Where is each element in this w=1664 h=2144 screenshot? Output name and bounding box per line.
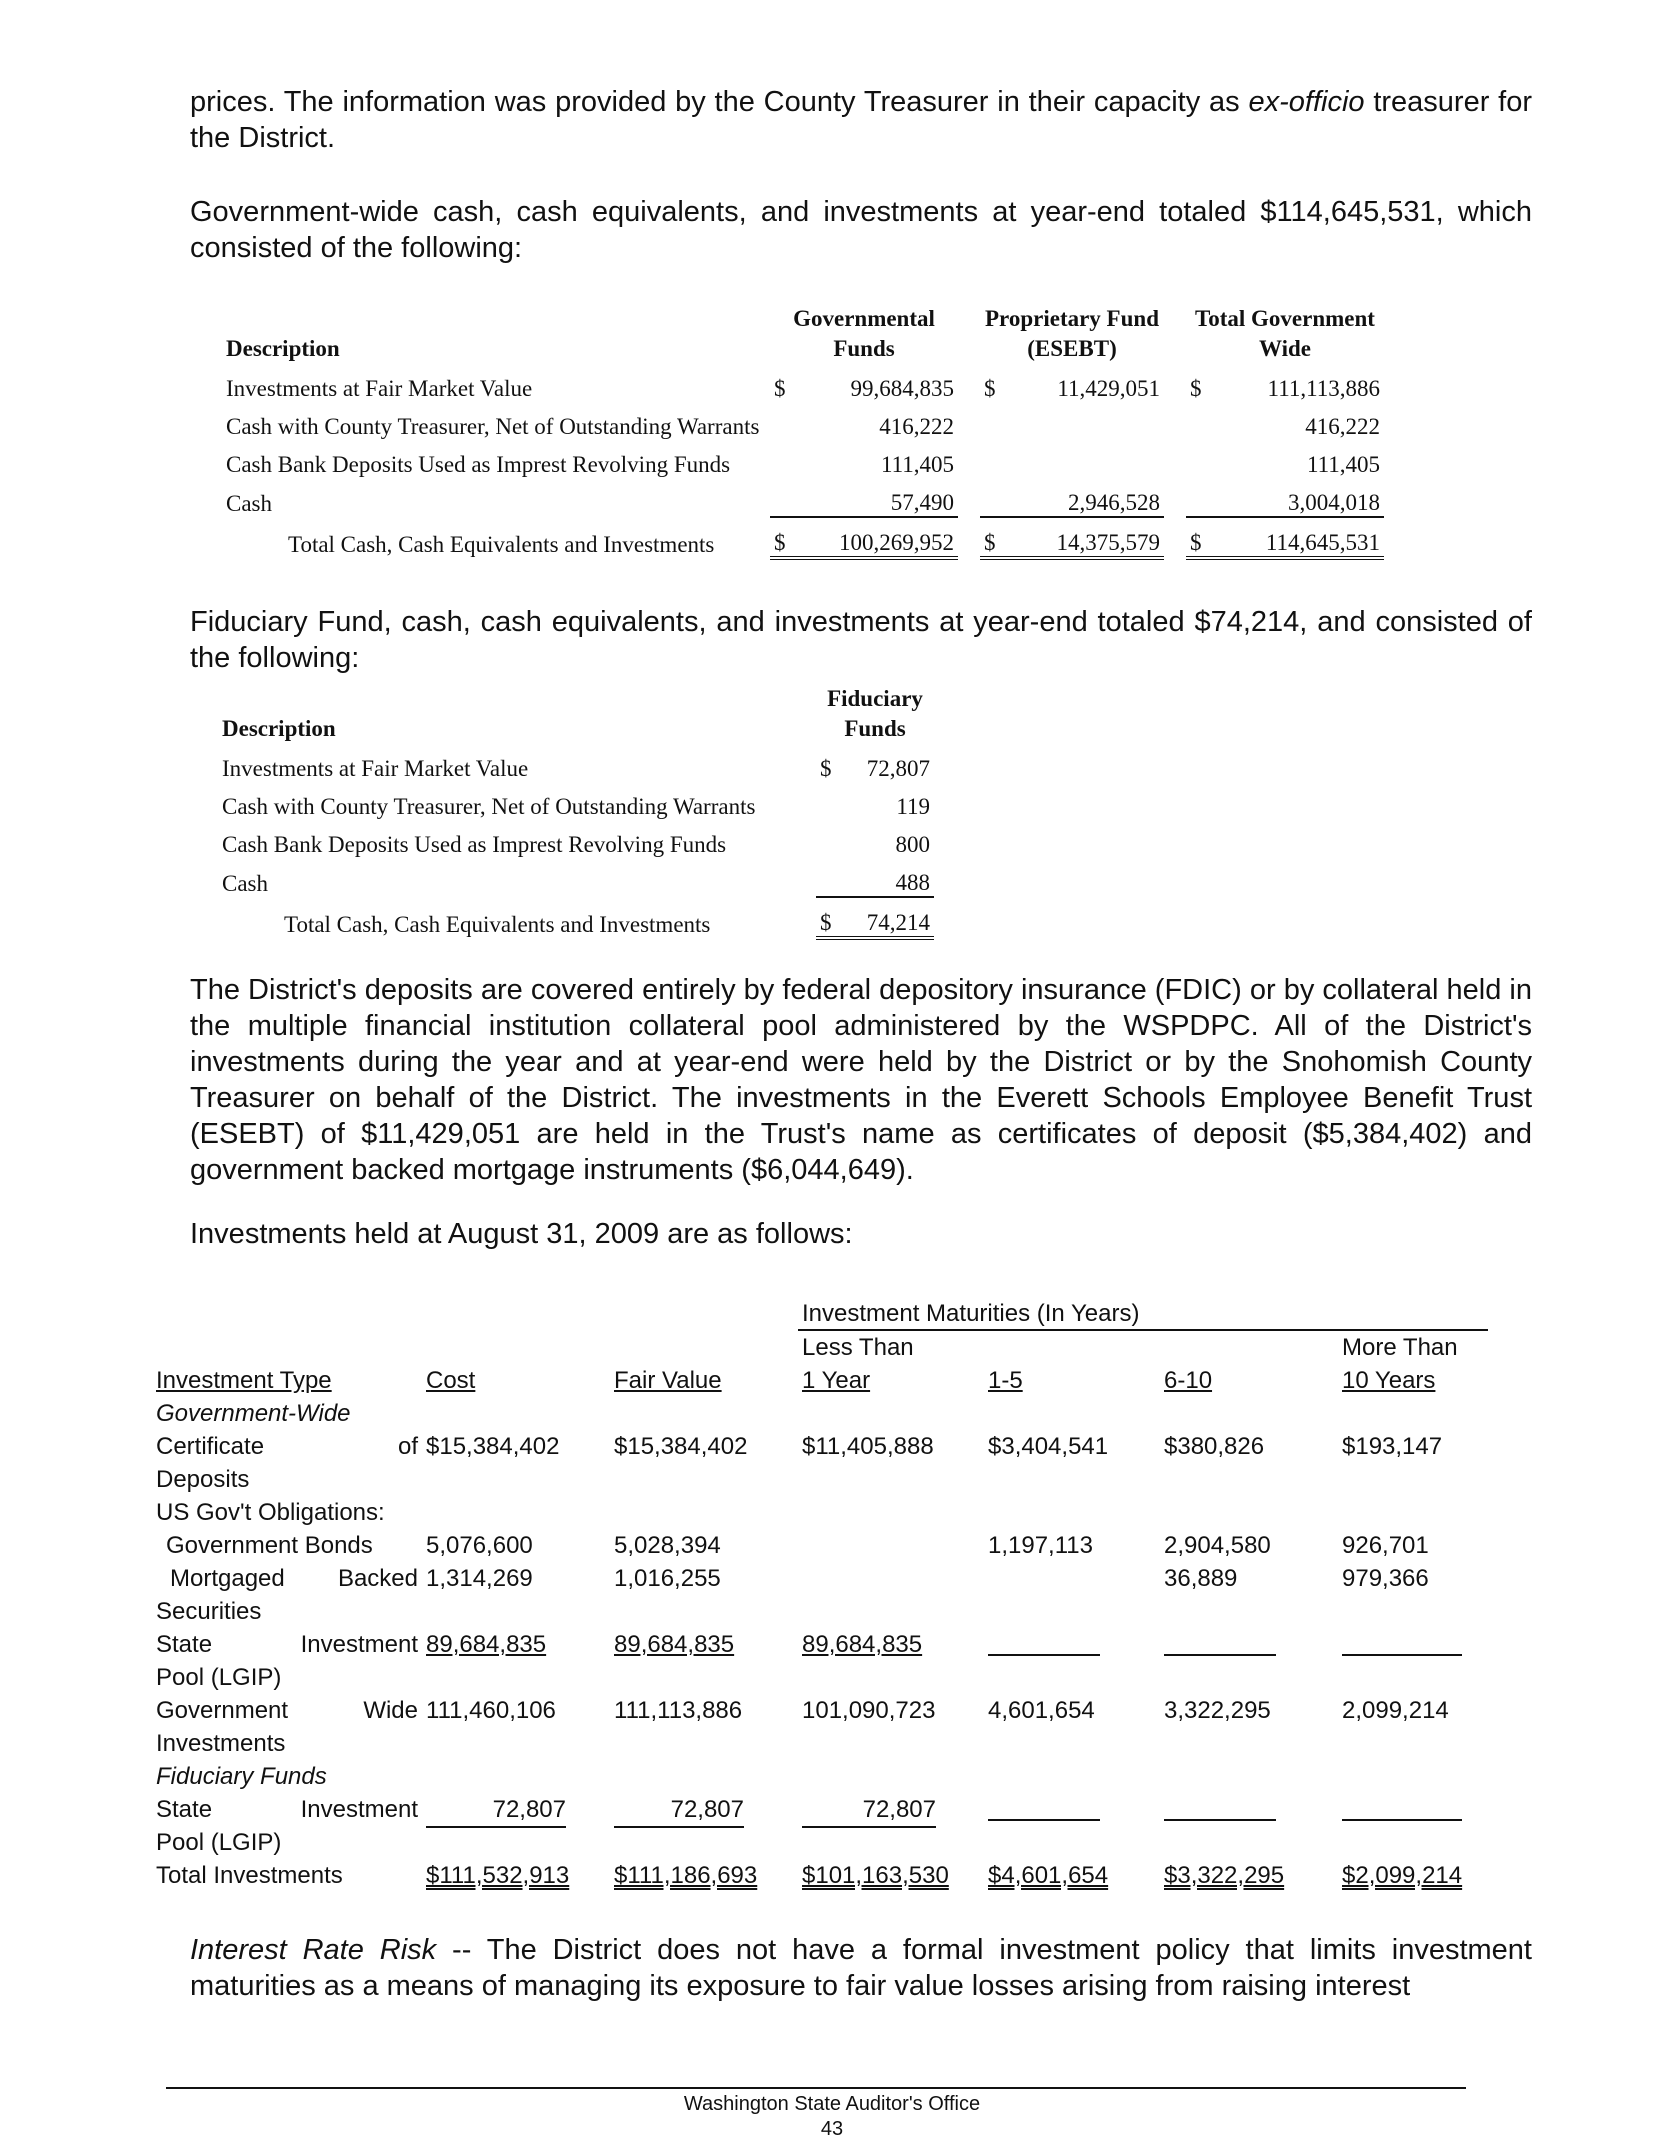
interest-rate-text: -- The District does not have a formal investment policy that limits investment maturities as a means of managing its exposure to fair value losses arising from raising interest (190, 1934, 1532, 2002)
table-row: Cash 57,490 2,946,528 3,004,018 (222, 478, 1384, 517)
blank-line (1164, 1793, 1276, 1821)
table-row: State Investment Pool (LGIP) 89,684,835 89,684,835 89,684,835 (152, 1628, 1488, 1694)
table-row: Cash Bank Deposits Used as Imprest Revolving Funds 111,405 111,405 (226, 452, 1380, 477)
intro-text: prices. The information was provided by the County Treasurer in their capacity as (190, 86, 1249, 118)
intro-paragraph (190, 84, 1532, 156)
fiduciary-intro: Fiduciary Fund, cash, cash equivalents, and investments at year-end totaled $74,214, and consisted of the following: (190, 606, 1532, 674)
deposits-paragraph: The District's deposits are covered entirely by federal depository insurance (FDIC) or by collateral held in the multiple financial institution collateral pool administered by the WSPDPC. All of the District's investments during the year and at year-end were held by the District or by the Snohomish County Treasurer on behalf of the District. The investments in the Everett Schools Employee Benefit Trust (ESEBT) of $11,429,051 are held in the Trust's name as certificates of deposit ($5,384,402) and government backed mortgage instruments ($6,044,649). (190, 974, 1532, 1186)
blank-line (1342, 1793, 1462, 1821)
header-less-than-1-year: Less Than 1 Year (802, 1334, 914, 1394)
header-investment-type: Investment Type (156, 1367, 332, 1394)
table-row: Government Bonds 5,076,600 5,028,394 1,197,113 2,904,580 926,701 (166, 1532, 1429, 1559)
table1-header-description: Description (226, 336, 340, 361)
blank-line (1342, 1628, 1462, 1656)
usgov-label-row: US Gov't Obligations: (156, 1499, 385, 1526)
header-fair-value: Fair Value (614, 1367, 722, 1394)
interest-rate-paragraph (190, 1932, 1532, 2004)
table-row: State Investment Pool (LGIP) 72,807 72,807 72,807 (152, 1793, 1488, 1859)
blank-line (988, 1793, 1100, 1821)
investments-header-row (152, 1330, 1488, 1397)
table-total-row: Total Cash, Cash Equivalents and Investments $ 74,214 (218, 897, 934, 938)
page-number: 43 (820, 2118, 844, 2140)
interest-rate-heading: Interest Rate Risk (190, 1934, 437, 1966)
footer-office: Washington State Auditor's Office (683, 2093, 981, 2115)
header-6-10: 6-10 (1164, 1367, 1213, 1394)
table1-header-total: Total Government Wide (1195, 306, 1375, 361)
investments-table (152, 1298, 1488, 1892)
table-subtotal-row: Government Wide Investments 111,460,106 111,113,886 101,090,723 4,601,654 3,322,295 2,099,214 (156, 1697, 1449, 1757)
table-total-row: Total Investments $111,532,913 $111,186,693 $101,163,530 $4,601,654 $3,322,295 $2,099,214 (156, 1862, 1463, 1889)
section-fiduciary: Fiduciary Funds (156, 1763, 327, 1790)
table-row: Certificate of Deposits $15,384,402 $15,384,402 $11,405,888 $3,404,541 $380,826 $193,147 (156, 1433, 1443, 1493)
table2-header-fiduciary: Fiduciary Funds (827, 686, 923, 741)
table-row: Cash with County Treasurer, Net of Outstanding Warrants 119 (222, 794, 930, 819)
header-1-5: 1-5 (988, 1367, 1023, 1394)
gov-wide-cash-table (222, 298, 1384, 560)
header-more-than-10-years: More Than 10 Years (1342, 1334, 1458, 1394)
maturities-header: Investment Maturities (In Years) (798, 1298, 1488, 1330)
section-gov-wide: Government-Wide (156, 1400, 351, 1427)
table2-header-row (218, 678, 934, 744)
blank-line (1164, 1628, 1276, 1656)
table1-header-row (222, 298, 1384, 364)
footer-divider (166, 2087, 1466, 2089)
intro-italic-term: ex-officio (1248, 86, 1365, 118)
gov-wide-intro: Government-wide cash, cash equivalents, and investments at year-end totaled $114,645,531, which consisted of the following: (190, 196, 1532, 264)
table-row: Investments at Fair Market Value $ 72,807 (222, 756, 930, 781)
table1-header-governmental: Governmental Funds (793, 306, 935, 361)
investments-intro: Investments held at August 31, 2009 are as follows: (190, 1218, 853, 1250)
header-cost: Cost (426, 1367, 476, 1394)
table-row: Cash Bank Deposits Used as Imprest Revolving Funds 800 (222, 832, 930, 857)
table-total-row: Total Cash, Cash Equivalents and Investments $ 100,269,952 $ 14,375,579 $ 114,645,531 (222, 517, 1384, 558)
fiduciary-cash-table (218, 678, 934, 940)
intro-text-end: treasurer for the District. (190, 86, 1533, 154)
table-row: Investments at Fair Market Value $ 99,684,835 $ 11,429,051 $ 111,113,886 (226, 376, 1380, 401)
blank-line (988, 1628, 1100, 1656)
table2-header-description: Description (222, 716, 336, 741)
table-row: Cash 488 (218, 858, 934, 897)
table1-header-proprietary: Proprietary Fund (ESEBT) (985, 306, 1159, 361)
table-row: Cash with County Treasurer, Net of Outstanding Warrants 416,222 416,222 (226, 414, 1380, 439)
maturities-header-row (152, 1298, 1488, 1330)
table-row: Mortgaged Backed Securities 1,314,269 1,016,255 36,889 979,366 (156, 1565, 1429, 1625)
